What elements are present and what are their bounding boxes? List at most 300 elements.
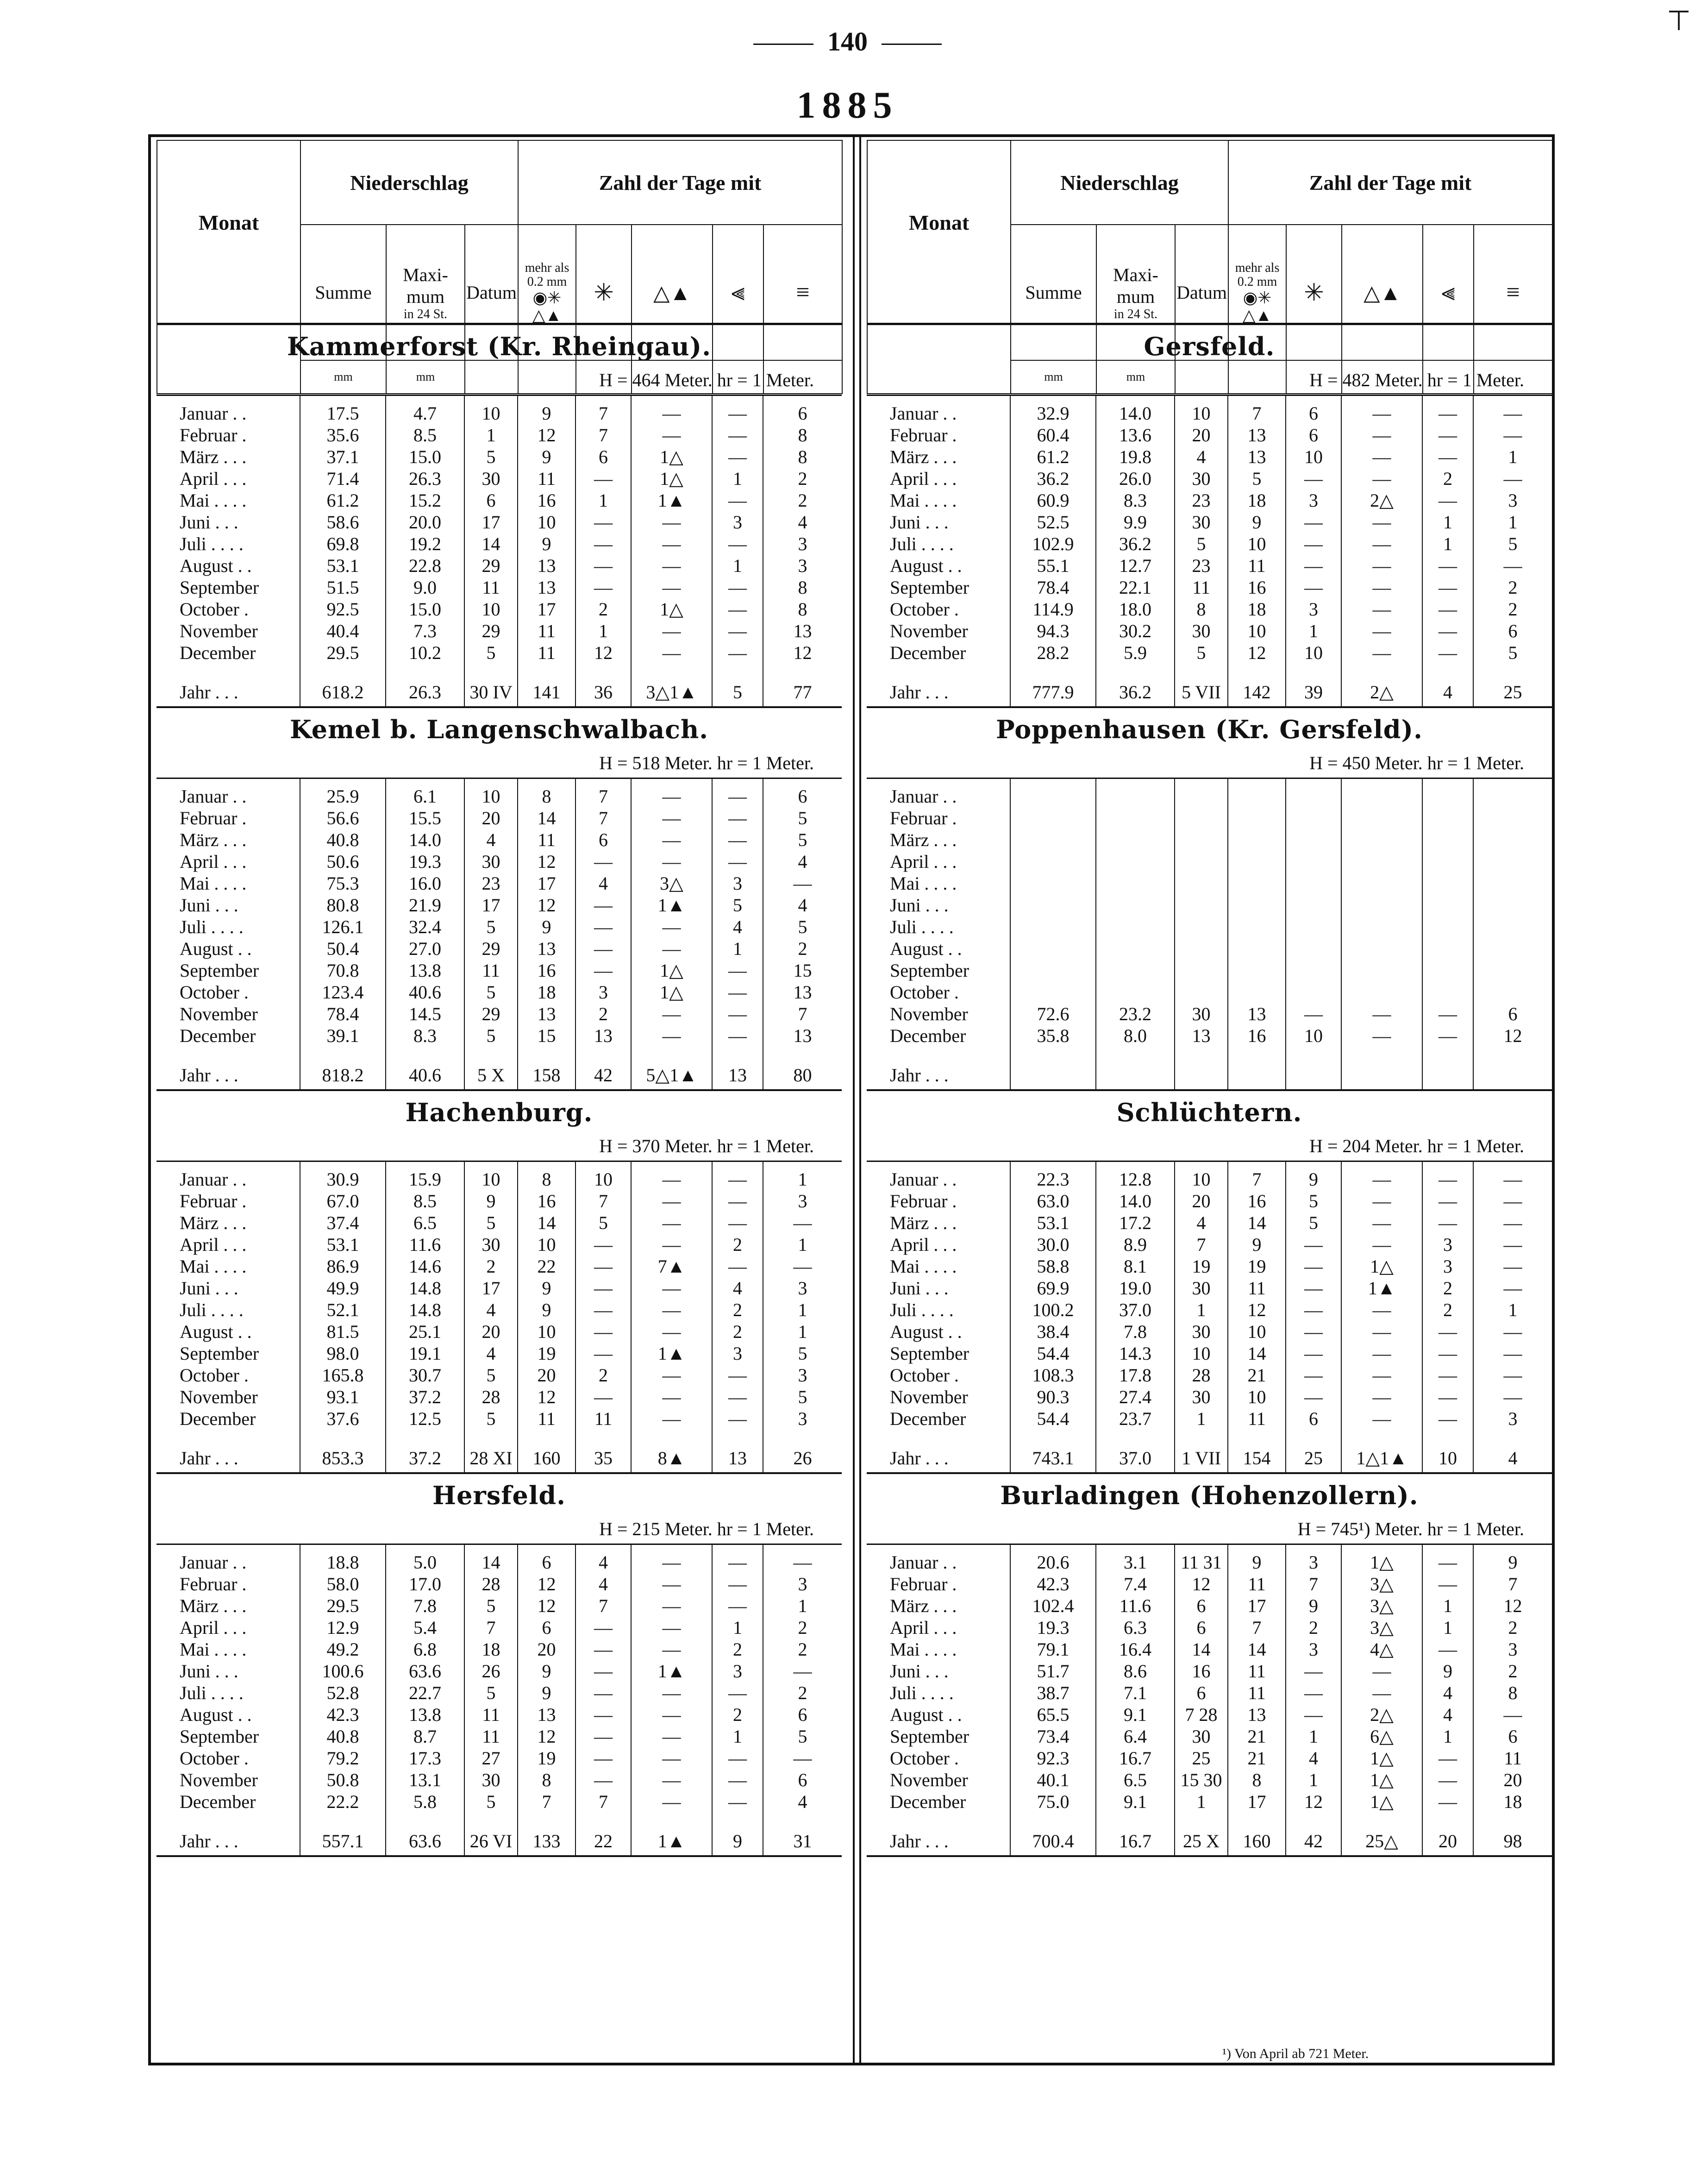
table-cell: 8.3 [1096, 490, 1175, 511]
table-cell: — [1422, 642, 1473, 664]
table-cell: — [1473, 1364, 1552, 1386]
table-cell: 16.7 [1096, 1747, 1175, 1769]
table-cell: 37.1 [300, 446, 386, 468]
table-cell: 39.1 [300, 1025, 386, 1047]
table-cell: 15.9 [386, 1162, 464, 1190]
month-label: April . . . [180, 468, 247, 489]
table-cell: 2 [1422, 468, 1473, 490]
table-row [156, 938, 842, 960]
table-cell: — [631, 1212, 712, 1234]
table-cell: — [1422, 1343, 1473, 1364]
year-total-cell: 25△ [1341, 1827, 1422, 1855]
table-cell: 6.5 [1096, 1769, 1175, 1791]
table-cell-empty [1286, 1813, 1341, 1827]
table-cell: — [1473, 1255, 1552, 1277]
table-cell: 20 [464, 807, 518, 829]
table-row-spacer [867, 664, 1552, 678]
table-cell: 20 [518, 1364, 575, 1386]
table-cell: — [1422, 1212, 1473, 1234]
table-cell: — [575, 894, 631, 916]
table-cell: — [575, 851, 631, 872]
year-total-cell: 160 [518, 1444, 575, 1472]
table-row [156, 1190, 842, 1212]
table-cell: — [575, 1277, 631, 1299]
table-cell: 60.4 [1010, 424, 1096, 446]
month-label: Februar . [890, 425, 957, 446]
table-cell: 19.8 [1096, 446, 1175, 468]
year-total-cell: 160 [1228, 1827, 1286, 1855]
table-cell: — [1341, 1003, 1422, 1025]
station-name: Kemel b. Langenschwalbach. [289, 715, 709, 744]
table-cell: 2 [712, 1299, 763, 1321]
month-label: März . . . [890, 829, 957, 850]
month-label: März . . . [890, 1212, 957, 1233]
table-cell: — [631, 851, 712, 872]
table-cell: — [712, 1769, 763, 1791]
table-cell: — [1473, 468, 1552, 490]
table-row [867, 1212, 1552, 1234]
table-cell: — [1422, 446, 1473, 468]
table-cell: — [575, 1747, 631, 1769]
table-cell: 78.4 [300, 1003, 386, 1025]
table-cell: 4 [1175, 446, 1228, 468]
year-total-cell: 20 [1422, 1827, 1473, 1855]
table-cell: 1 [712, 938, 763, 960]
table-row [867, 1769, 1552, 1791]
month-label: September [890, 577, 969, 598]
month-label: November [180, 1770, 258, 1790]
month-label: August . . [890, 1321, 962, 1342]
table-cell: 17.8 [1096, 1364, 1175, 1386]
table-cell: 29.5 [300, 1595, 386, 1617]
table-cell: 2 [763, 1638, 842, 1660]
table-cell: — [1341, 577, 1422, 598]
table-cell: 1 [763, 1162, 842, 1190]
table-cell [1010, 938, 1096, 960]
table-row [156, 620, 842, 642]
table-cell-empty [1228, 664, 1286, 678]
table-cell: 11 [1228, 1573, 1286, 1595]
header-summe: Summe [1011, 225, 1096, 360]
table-cell: — [631, 1726, 712, 1747]
table-row [867, 1682, 1552, 1704]
table-cell: — [631, 1003, 712, 1025]
table-row [867, 1638, 1552, 1660]
table-cell: 17.3 [386, 1747, 464, 1769]
table-row [867, 1386, 1552, 1408]
month-label: October . [180, 1365, 249, 1386]
table-cell [1010, 981, 1096, 1003]
table-cell: 19.2 [386, 533, 464, 555]
table-cell: — [1341, 446, 1422, 468]
table-cell: 8.9 [1096, 1234, 1175, 1255]
station-table [156, 1545, 842, 1855]
table-row-total [867, 678, 1552, 706]
table-cell: — [1286, 1343, 1341, 1364]
table-cell: 10 [1175, 1343, 1228, 1364]
month-label: December [180, 1408, 256, 1429]
table-cell: 29.5 [300, 642, 386, 664]
table-cell: 12 [518, 1726, 575, 1747]
table-cell: 4 [763, 511, 842, 533]
table-row [867, 1025, 1552, 1047]
table-cell: — [575, 533, 631, 555]
table-cell: 26 [464, 1660, 518, 1682]
table-cell: 9.0 [386, 577, 464, 598]
month-label: October . [180, 1748, 249, 1769]
year-total-cell: 5 [712, 678, 763, 706]
table-cell: — [1286, 1660, 1341, 1682]
month-label: November [180, 1387, 258, 1407]
table-cell: 1 [575, 490, 631, 511]
header-niederschlag: Niederschlag [300, 140, 518, 225]
month-label: November [180, 621, 258, 641]
table-cell: 40.8 [300, 1726, 386, 1747]
table-row [156, 1726, 842, 1747]
table-cell: 49.2 [300, 1638, 386, 1660]
table-cell: 26.3 [386, 468, 464, 490]
year-total-cell [1422, 1061, 1473, 1089]
table-cell: 1 [1286, 1726, 1341, 1747]
table-row [867, 642, 1552, 664]
table-cell: 13 [1228, 446, 1286, 468]
table-cell: 5 [464, 916, 518, 938]
table-row [156, 894, 842, 916]
table-cell: 11 [1228, 1408, 1286, 1430]
table-cell: 6 [1286, 424, 1341, 446]
table-cell: 9 [518, 1299, 575, 1321]
month-label: October . [890, 599, 959, 620]
table-cell: 37.2 [386, 1386, 464, 1408]
table-cell: 7 [575, 1595, 631, 1617]
table-cell: 12 [1286, 1791, 1341, 1813]
station-block [156, 1091, 842, 1474]
table-cell: 7 28 [1175, 1704, 1228, 1726]
month-label: November [180, 1004, 258, 1024]
table-cell: 20 [518, 1638, 575, 1660]
page-number-dash-left [753, 44, 813, 45]
table-cell: 8 [518, 1162, 575, 1190]
month-label: August . . [890, 555, 962, 576]
table-cell: 13 [518, 938, 575, 960]
table-cell: — [1286, 1386, 1341, 1408]
table-row [867, 598, 1552, 620]
precip-icon: ◉✳ △▲ [532, 288, 562, 325]
table-cell: — [631, 396, 712, 424]
table-cell-empty [1096, 1047, 1175, 1061]
table-cell: 3 [763, 1408, 842, 1430]
table-cell: 13 [763, 620, 842, 642]
table-cell: 16 [1228, 1025, 1286, 1047]
header-unit-summe: mm [1011, 360, 1096, 394]
table-cell: 6 [1473, 1003, 1552, 1025]
table-cell: — [1473, 1234, 1552, 1255]
table-cell: — [712, 1003, 763, 1025]
table-cell [1286, 981, 1341, 1003]
year-total-cell [1228, 1061, 1286, 1089]
year-total-cell: 5 X [464, 1061, 518, 1089]
table-cell: 14 [1228, 1638, 1286, 1660]
year-total-cell: 618.2 [300, 678, 386, 706]
table-cell: 3 [1422, 1255, 1473, 1277]
table-cell: 3△ [631, 872, 712, 894]
table-cell: — [763, 1660, 842, 1682]
table-cell: 3 [763, 555, 842, 577]
table-cell: — [575, 938, 631, 960]
table-cell: 98.0 [300, 1343, 386, 1364]
table-cell [1473, 807, 1552, 829]
table-cell: 5 [1473, 533, 1552, 555]
month-label: März . . . [180, 446, 247, 467]
table-cell: 4 [575, 1573, 631, 1595]
month-label: April . . . [890, 468, 957, 489]
year-total-cell: 22 [575, 1827, 631, 1855]
table-cell: 11 [464, 1726, 518, 1747]
table-cell: 13 [575, 1025, 631, 1047]
table-cell: — [1422, 1638, 1473, 1660]
station-name: Hersfeld. [432, 1481, 566, 1510]
table-cell: 67.0 [300, 1190, 386, 1212]
table-cell: 61.2 [300, 490, 386, 511]
table-cell: — [631, 642, 712, 664]
month-label: April . . . [890, 1617, 957, 1638]
table-cell: 5 [464, 1791, 518, 1813]
table-row [867, 1408, 1552, 1430]
header-mehr-label: mehr als 0.2 mm [525, 260, 569, 289]
station-elevation: H = 450 Meter. hr = 1 Meter. [867, 751, 1552, 779]
table-cell: 2 [1422, 1299, 1473, 1321]
station-name: Schlüchtern. [1116, 1098, 1302, 1127]
table-cell-empty [386, 664, 464, 678]
year-total-label: Jahr . . . [180, 1448, 238, 1469]
table-cell: 3 [712, 1660, 763, 1682]
table-cell-empty [518, 1430, 575, 1444]
month-label: Februar . [890, 1574, 957, 1594]
table-cell-empty [763, 1047, 842, 1061]
hail-icon: △▲ [632, 225, 713, 360]
table-row [156, 1791, 842, 1813]
table-cell: — [575, 1660, 631, 1682]
month-label: Mai . . . . [890, 1639, 957, 1660]
table-cell: — [631, 1617, 712, 1638]
table-cell-empty [631, 1047, 712, 1061]
table-cell: 6 [1175, 1595, 1228, 1617]
table-cell: 5 [763, 1343, 842, 1364]
table-cell: 80.8 [300, 894, 386, 916]
table-cell: 6 [1175, 1682, 1228, 1704]
year-total-cell: 142 [1228, 678, 1286, 706]
table-cell [1228, 938, 1286, 960]
table-cell [1228, 894, 1286, 916]
table-row [156, 1408, 842, 1430]
table-cell: 19 [1175, 1255, 1228, 1277]
table-cell: 102.4 [1010, 1595, 1096, 1617]
table-cell: 16 [518, 490, 575, 511]
table-row [156, 916, 842, 938]
table-row [156, 1595, 842, 1617]
table-cell: 20 [464, 1321, 518, 1343]
table-cell [1010, 807, 1096, 829]
table-cell: 21 [1228, 1747, 1286, 1769]
table-cell [1422, 894, 1473, 916]
table-cell-empty [156, 664, 300, 678]
table-row-total [156, 678, 842, 706]
table-row [867, 1234, 1552, 1255]
table-cell: — [1341, 1682, 1422, 1704]
table-row [867, 1364, 1552, 1386]
table-cell: 1 [763, 1595, 842, 1617]
table-cell: 10 [1286, 446, 1341, 468]
table-cell: 54.4 [1010, 1408, 1096, 1430]
month-label: December [180, 1025, 256, 1046]
table-cell: — [1286, 1682, 1341, 1704]
table-row [867, 446, 1552, 468]
table-cell: 11 [1175, 577, 1228, 598]
table-cell [1175, 981, 1228, 1003]
table-cell: 29 [464, 1003, 518, 1025]
table-cell: 27 [464, 1747, 518, 1769]
table-cell: 5 [464, 446, 518, 468]
table-cell: 9 [464, 1190, 518, 1212]
table-cell: 15.5 [386, 807, 464, 829]
table-cell: — [575, 577, 631, 598]
table-cell [1341, 960, 1422, 981]
table-cell: 7 [1228, 1162, 1286, 1190]
table-cell: 30 [1175, 468, 1228, 490]
table-cell: 2 [712, 1321, 763, 1343]
station-table [867, 396, 1552, 706]
table-cell [1473, 981, 1552, 1003]
table-cell: 25.1 [386, 1321, 464, 1343]
table-row [156, 1638, 842, 1660]
table-row-total [156, 1827, 842, 1855]
table-cell: 53.1 [1010, 1212, 1096, 1234]
table-cell: 3△ [1341, 1617, 1422, 1638]
table-cell: 9 [1228, 511, 1286, 533]
table-cell: 7▲ [631, 1255, 712, 1277]
month-label: September [180, 1726, 259, 1747]
table-cell: 10 [464, 1162, 518, 1190]
year-total-cell: 5 VII [1175, 678, 1228, 706]
table-cell [1422, 872, 1473, 894]
table-cell-empty [575, 1813, 631, 1827]
month-label: October . [890, 1365, 959, 1386]
table-cell [1473, 829, 1552, 851]
table-cell: 1 [1286, 1769, 1341, 1791]
table-cell: 9 [1286, 1595, 1341, 1617]
station-name: Poppenhausen (Kr. Gersfeld). [996, 715, 1423, 744]
table-cell: 15.2 [386, 490, 464, 511]
table-cell [1228, 981, 1286, 1003]
table-row [156, 1277, 842, 1299]
table-row [867, 1726, 1552, 1747]
table-cell: 12 [1473, 1025, 1552, 1047]
table-row [156, 1704, 842, 1726]
table-cell: 9 [518, 916, 575, 938]
page-number-text: 140 [827, 26, 868, 56]
table-cell: 11 [1228, 1682, 1286, 1704]
year-total-cell: 36.2 [1096, 678, 1175, 706]
year-total-cell: 98 [1473, 1827, 1552, 1855]
table-cell: 75.3 [300, 872, 386, 894]
table-cell: 30 [464, 1769, 518, 1791]
table-cell: 2△ [1341, 490, 1422, 511]
table-cell: — [631, 511, 712, 533]
table-cell-empty [712, 664, 763, 678]
year-total-cell: 700.4 [1010, 1827, 1096, 1855]
table-row [156, 1025, 842, 1047]
table-cell: 18.0 [1096, 598, 1175, 620]
year-total-label: Jahr . . . [890, 1448, 949, 1469]
table-cell: 5.9 [1096, 642, 1175, 664]
table-cell: — [712, 829, 763, 851]
table-cell: 30.9 [300, 1162, 386, 1190]
table-cell: 2 [464, 1255, 518, 1277]
month-label: Mai . . . . [180, 1256, 247, 1277]
table-cell: 11 [518, 468, 575, 490]
table-cell: 5 [1286, 1190, 1341, 1212]
year-total-cell [1473, 1061, 1552, 1089]
column-divider [853, 134, 855, 2065]
station-block [867, 1091, 1552, 1474]
table-cell: 17 [464, 894, 518, 916]
table-row [867, 1545, 1552, 1573]
table-cell [1228, 872, 1286, 894]
table-row [156, 1386, 842, 1408]
table-cell: 29 [464, 555, 518, 577]
year-total-cell: 30 IV [464, 678, 518, 706]
table-cell: 102.9 [1010, 533, 1096, 555]
table-cell: 4 [575, 1545, 631, 1573]
table-cell: 38.4 [1010, 1321, 1096, 1343]
month-label: October . [890, 1748, 959, 1769]
table-cell: 92.3 [1010, 1747, 1096, 1769]
table-cell: 14 [1175, 1638, 1228, 1660]
table-cell: 7 [763, 1003, 842, 1025]
table-cell: — [1286, 577, 1341, 598]
table-cell [1473, 916, 1552, 938]
table-cell: 8.6 [1096, 1660, 1175, 1682]
table-cell: 17 [464, 511, 518, 533]
table-cell: 13 [1175, 1025, 1228, 1047]
table-cell-empty [631, 1430, 712, 1444]
month-label: September [180, 960, 259, 981]
table-cell: 23 [1175, 490, 1228, 511]
table-cell: 27.4 [1096, 1386, 1175, 1408]
table-cell: 3 [1286, 1638, 1341, 1660]
table-cell-empty [1175, 664, 1228, 678]
year-total-cell: 26 VI [464, 1827, 518, 1855]
table-cell: — [575, 555, 631, 577]
table-cell: — [712, 1190, 763, 1212]
station-block [867, 708, 1552, 1091]
table-cell: 1△ [631, 468, 712, 490]
table-cell: 123.4 [300, 981, 386, 1003]
table-cell: 1△ [631, 960, 712, 981]
year-total-cell: 37.2 [386, 1444, 464, 1472]
table-cell: — [1286, 511, 1341, 533]
table-cell: — [1473, 1277, 1552, 1299]
table-cell: 5.8 [386, 1791, 464, 1813]
table-row [156, 598, 842, 620]
table-cell-empty [1286, 1430, 1341, 1444]
month-label: November [890, 1770, 968, 1790]
table-cell-empty [156, 1430, 300, 1444]
table-cell: — [631, 1321, 712, 1343]
table-cell: 9.1 [1096, 1704, 1175, 1726]
table-cell: 12 [518, 1573, 575, 1595]
table-row [867, 1617, 1552, 1638]
